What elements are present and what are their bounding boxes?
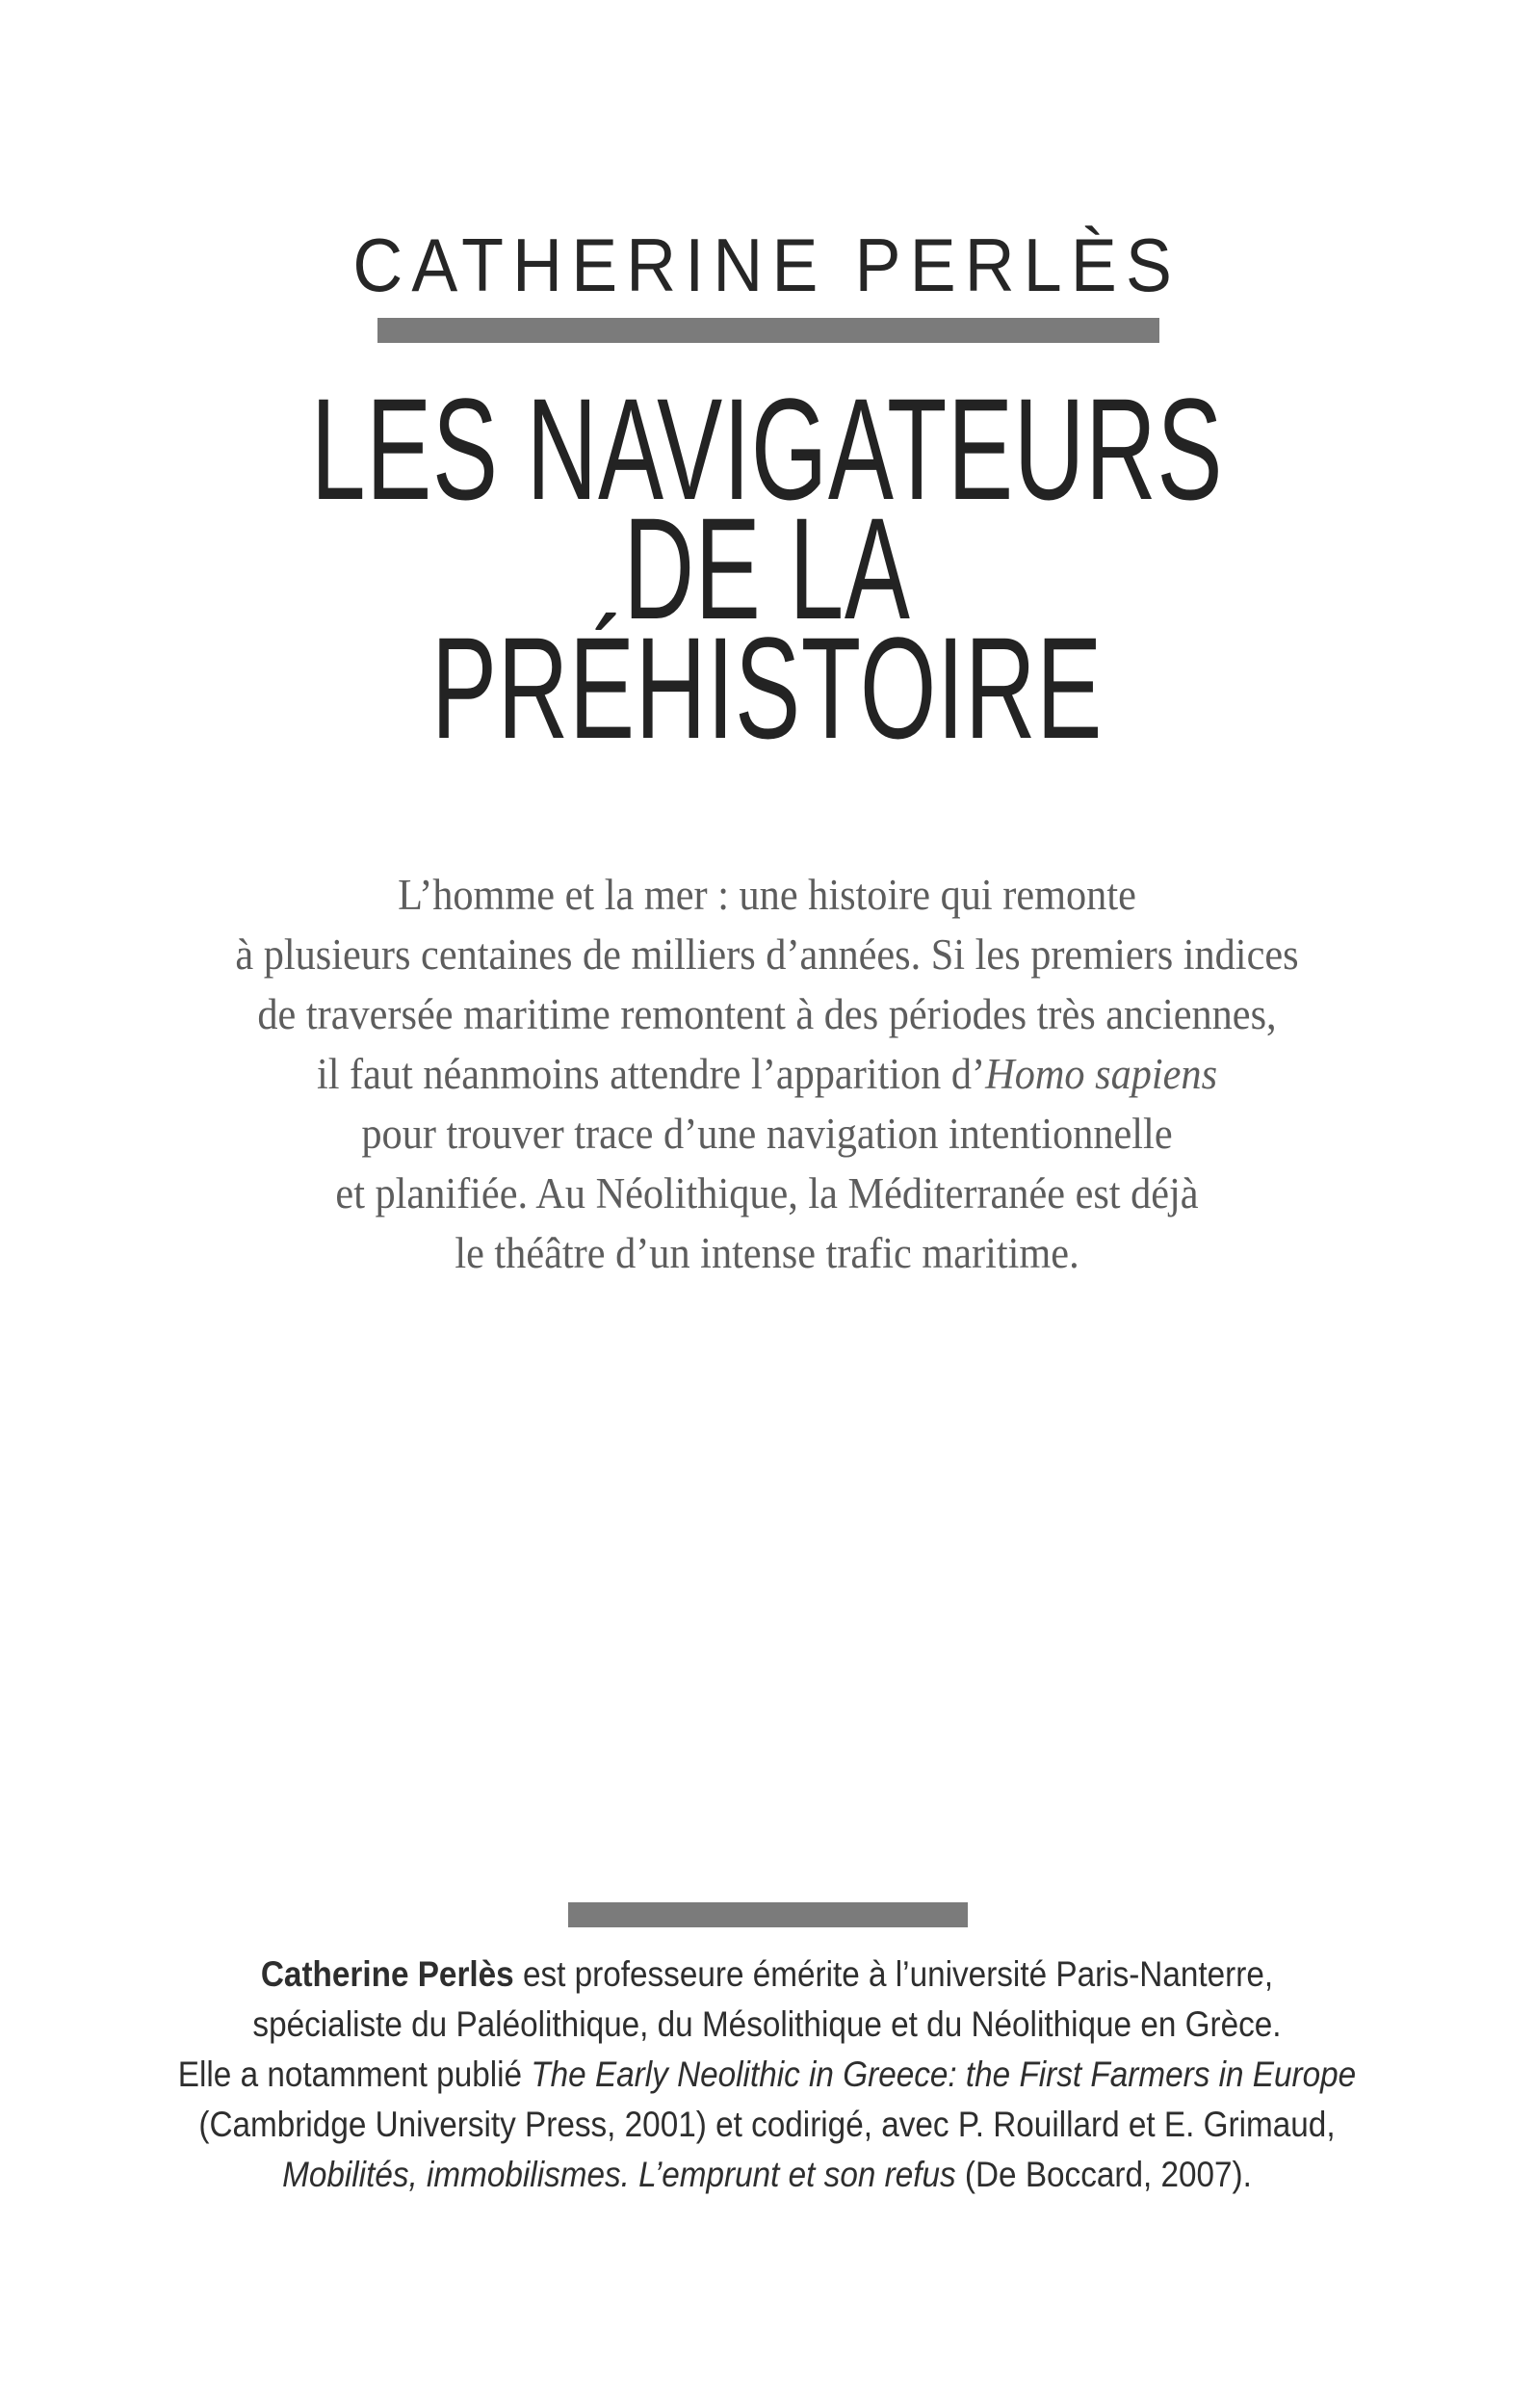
author-bio xyxy=(58,1950,1476,2200)
bio-line-2: spécialiste du Paléolithique, du Mésolithique et du Néolithique en Grèce. xyxy=(252,2004,1282,2044)
bio-line-3-prefix: Elle a notamment publié xyxy=(177,2055,532,2094)
title-line-2: DE LA xyxy=(623,487,911,649)
cover-blurb xyxy=(48,865,1486,1283)
blurb-line-3: de traversée maritime remontent à des périodes très anciennes, xyxy=(257,990,1277,1038)
blurb-line-1: L’homme et la mer : une histoire qui remonte xyxy=(398,871,1136,919)
blurb-line-7: le théâtre d’un intense trafic maritime. xyxy=(455,1229,1079,1277)
bio-line-5 xyxy=(129,2150,1406,2200)
blurb-line-4-text: il faut néanmoins attendre l’apparition d’ xyxy=(316,1050,986,1098)
title-line-3: PRÉHISTOIRE xyxy=(430,607,1104,769)
page-title xyxy=(0,368,1534,769)
bio-line-5-rest: (De Boccard, 2007). xyxy=(955,2155,1252,2194)
bio-author-name: Catherine Perlès xyxy=(260,1954,514,1994)
bio-line-3 xyxy=(129,2050,1406,2100)
blurb-line-4 xyxy=(91,1044,1443,1104)
bio-line-1-rest: est professeure émérite à l’université Paris-Nanterre, xyxy=(513,1954,1274,1994)
blurb-line-2: à plusieurs centaines de milliers d’années. Si les premiers indices xyxy=(235,930,1299,979)
bio-divider-bar xyxy=(568,1902,968,1927)
bio-book-title-1: The Early Neolithic in Greece: the First Farmers in Europe xyxy=(531,2055,1357,2094)
blurb-line-5: pour trouver trace d’une navigation intentionnelle xyxy=(361,1110,1173,1158)
author-divider-bar xyxy=(377,318,1159,343)
bio-line-1 xyxy=(129,1950,1406,2000)
bio-book-title-2: Mobilités, immobilismes. L’emprunt et son refus xyxy=(282,2155,956,2194)
blurb-species-italic: Homo sapiens xyxy=(985,1050,1218,1098)
blurb-line-6: et planifiée. Au Néolithique, la Méditerranée est déjà xyxy=(335,1169,1199,1217)
author-name: CATHERINE PERLÈS xyxy=(352,222,1182,307)
title-line-1: LES NAVIGATEURS xyxy=(310,368,1224,530)
author-name-block xyxy=(0,222,1534,307)
bio-line-4: (Cambridge University Press, 2001) et codirigé, avec P. Rouillard et E. Grimaud, xyxy=(198,2105,1336,2144)
